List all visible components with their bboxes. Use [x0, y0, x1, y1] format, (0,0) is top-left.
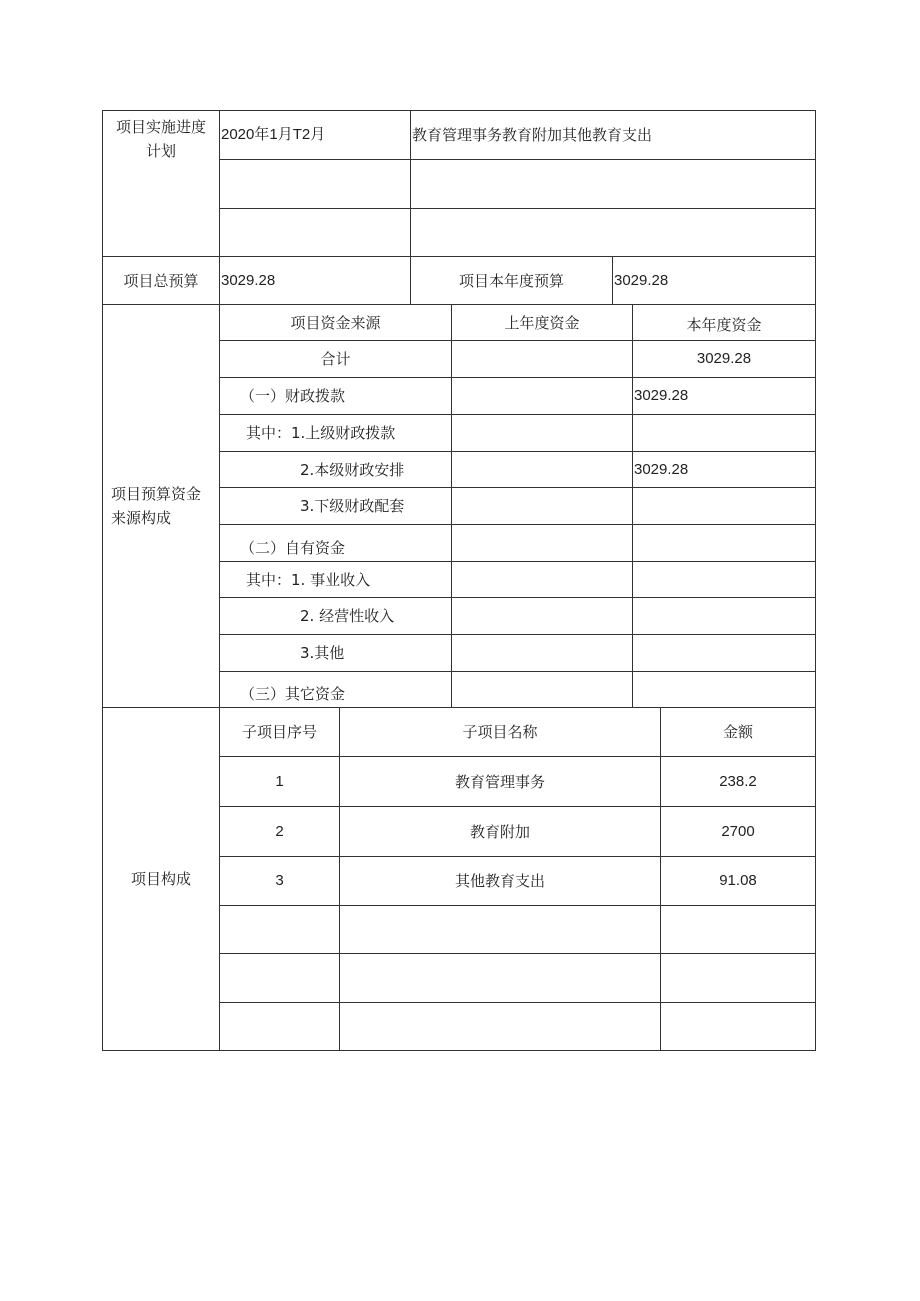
annual-budget-label: 项目本年度预算	[410, 256, 613, 305]
funding-row-prev	[451, 597, 633, 635]
composition-row-name	[339, 905, 661, 954]
composition-row-no: 3	[219, 856, 340, 906]
composition-row-name: 教育附加	[339, 806, 661, 857]
schedule-label: 项目实施进度计划	[102, 110, 220, 257]
funding-row-prev	[451, 451, 633, 488]
funding-row-source: 3.其他	[219, 634, 452, 672]
composition-row-no: 1	[219, 756, 340, 807]
schedule-content-2	[410, 159, 816, 209]
funding-row-source: 2.本级财政安排	[219, 451, 452, 488]
funding-header-source: 项目资金来源	[219, 304, 452, 341]
funding-row-curr	[632, 487, 816, 525]
composition-row-no	[219, 953, 340, 1003]
funding-row-curr	[632, 671, 816, 708]
composition-row-no	[219, 905, 340, 954]
funding-header-prev: 上年度资金	[451, 304, 633, 341]
composition-header-no: 子项目序号	[219, 707, 340, 757]
composition-header-amount: 金额	[660, 707, 816, 757]
funding-row-curr	[632, 524, 816, 562]
composition-header-name: 子项目名称	[339, 707, 661, 757]
funding-row-source: 其中：1.上级财政拨款	[219, 414, 452, 452]
schedule-content-1: 教育管理事务教育附加其他教育支出	[410, 110, 816, 160]
funding-row-source: （三）其它资金	[219, 671, 452, 708]
funding-row-source: （一）财政拨款	[219, 377, 452, 415]
composition-row-amount	[660, 1002, 816, 1051]
composition-row-amount: 238.2	[660, 756, 816, 807]
funding-row-source: （二）自有资金	[219, 524, 452, 562]
funding-row-source: 3.下级财政配套	[219, 487, 452, 525]
composition-row-name: 其他教育支出	[339, 856, 661, 906]
schedule-period-3	[219, 208, 411, 257]
funding-row-prev	[451, 671, 633, 708]
annual-budget-value: 3029.28	[612, 256, 816, 305]
funding-row-curr	[632, 414, 816, 452]
schedule-content-3	[410, 208, 816, 257]
funding-row-curr	[632, 634, 816, 672]
funding-row-prev	[451, 634, 633, 672]
funding-label: 项目预算资金来源构成	[102, 304, 220, 708]
funding-row-prev	[451, 524, 633, 562]
funding-row-curr: 3029.28	[632, 451, 816, 488]
composition-label: 项目构成	[102, 707, 220, 1051]
composition-row-amount: 91.08	[660, 856, 816, 906]
funding-row-curr	[632, 561, 816, 598]
composition-row-name	[339, 953, 661, 1003]
funding-row-source: 合计	[219, 340, 452, 378]
composition-row-name	[339, 1002, 661, 1051]
funding-row-source: 2. 经营性收入	[219, 597, 452, 635]
schedule-period-1: 2020年1月T2月	[219, 110, 411, 160]
funding-row-prev	[451, 561, 633, 598]
total-budget-label: 项目总预算	[102, 256, 220, 305]
funding-row-prev	[451, 377, 633, 415]
funding-row-curr: 3029.28	[632, 340, 816, 378]
funding-row-prev	[451, 340, 633, 378]
funding-row-prev	[451, 414, 633, 452]
funding-row-source: 其中：1. 事业收入	[219, 561, 452, 598]
funding-row-curr: 3029.28	[632, 377, 816, 415]
composition-row-name: 教育管理事务	[339, 756, 661, 807]
total-budget-value: 3029.28	[219, 256, 411, 305]
composition-row-amount	[660, 953, 816, 1003]
funding-row-curr	[632, 597, 816, 635]
composition-row-amount	[660, 905, 816, 954]
schedule-period-2	[219, 159, 411, 209]
funding-header-curr: 本年度资金	[632, 304, 816, 341]
composition-row-no: 2	[219, 806, 340, 857]
composition-row-amount: 2700	[660, 806, 816, 857]
funding-row-prev	[451, 487, 633, 525]
composition-row-no	[219, 1002, 340, 1051]
